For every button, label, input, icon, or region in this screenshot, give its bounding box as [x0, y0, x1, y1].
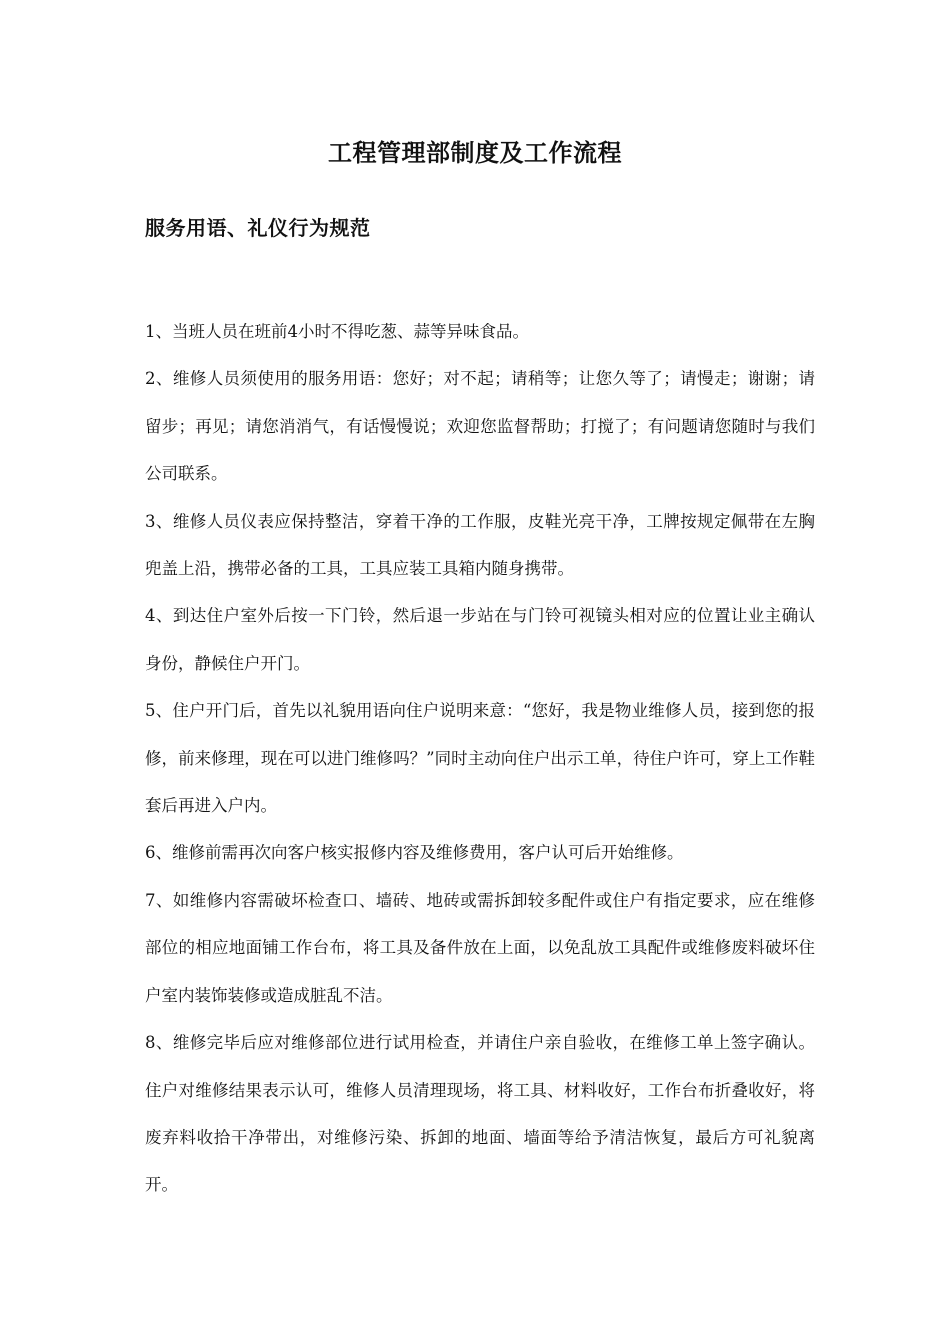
paragraph: 7、如维修内容需破坏检查口、墙砖、地砖或需拆卸较多配件或住户有指定要求，应在维修部位的相应地面铺工作台布，将工具及备件放在上面，以免乱放工具配件或维修废料破坏住户室内装饰装修或造成脏乱不洁。	[145, 890, 815, 1005]
section-heading: 服务用语、礼仪行为规范	[145, 216, 371, 240]
paragraph: 6、维修前需再次向客户核实报修内容及维修费用，客户认可后开始维修。	[145, 843, 684, 863]
document-body	[145, 308, 815, 1209]
paragraph: 4、到达住户室外后按一下门铃，然后退一步站在与门铃可视镜头相对应的位置让业主确认身份，静候住户开门。	[145, 606, 815, 673]
paragraph: 5、住户开门后，首先以礼貌用语向住户说明来意：“您好，我是物业维修人员，接到您的报修，前来修理，现在可以进门维修吗？”同时主动向住户出示工单，待住户许可，穿上工作鞋套后再进入户内。	[145, 701, 815, 816]
paragraph: 8、维修完毕后应对维修部位进行试用检查，并请住户亲自验收，在维修工单上签字确认。住户对维修结果表示认可，维修人员清理现场，将工具、材料收好，工作台布折叠收好，将废弃料收拾干净带出，对维修污染、拆卸的地面、墙面等给予清洁恢复，最后方可礼貌离开。	[145, 1033, 815, 1195]
paragraph: 1、当班人员在班前4小时不得吃葱、蒜等异味食品。	[145, 322, 529, 341]
paragraph: 2、维修人员须使用的服务用语：您好；对不起；请稍等；让您久等了；请慢走；谢谢；请留步；再见；请您消消气，有话慢慢说；欢迎您监督帮助；打搅了；有问题请您随时与我们公司联系。	[145, 369, 815, 484]
document-title: 工程管理部制度及工作流程	[328, 139, 622, 167]
paragraph: 3、维修人员仪表应保持整洁，穿着干净的工作服，皮鞋光亮干净，工牌按规定佩带在左胸兜盖上沿，携带必备的工具，工具应装工具箱内随身携带。	[145, 511, 815, 579]
